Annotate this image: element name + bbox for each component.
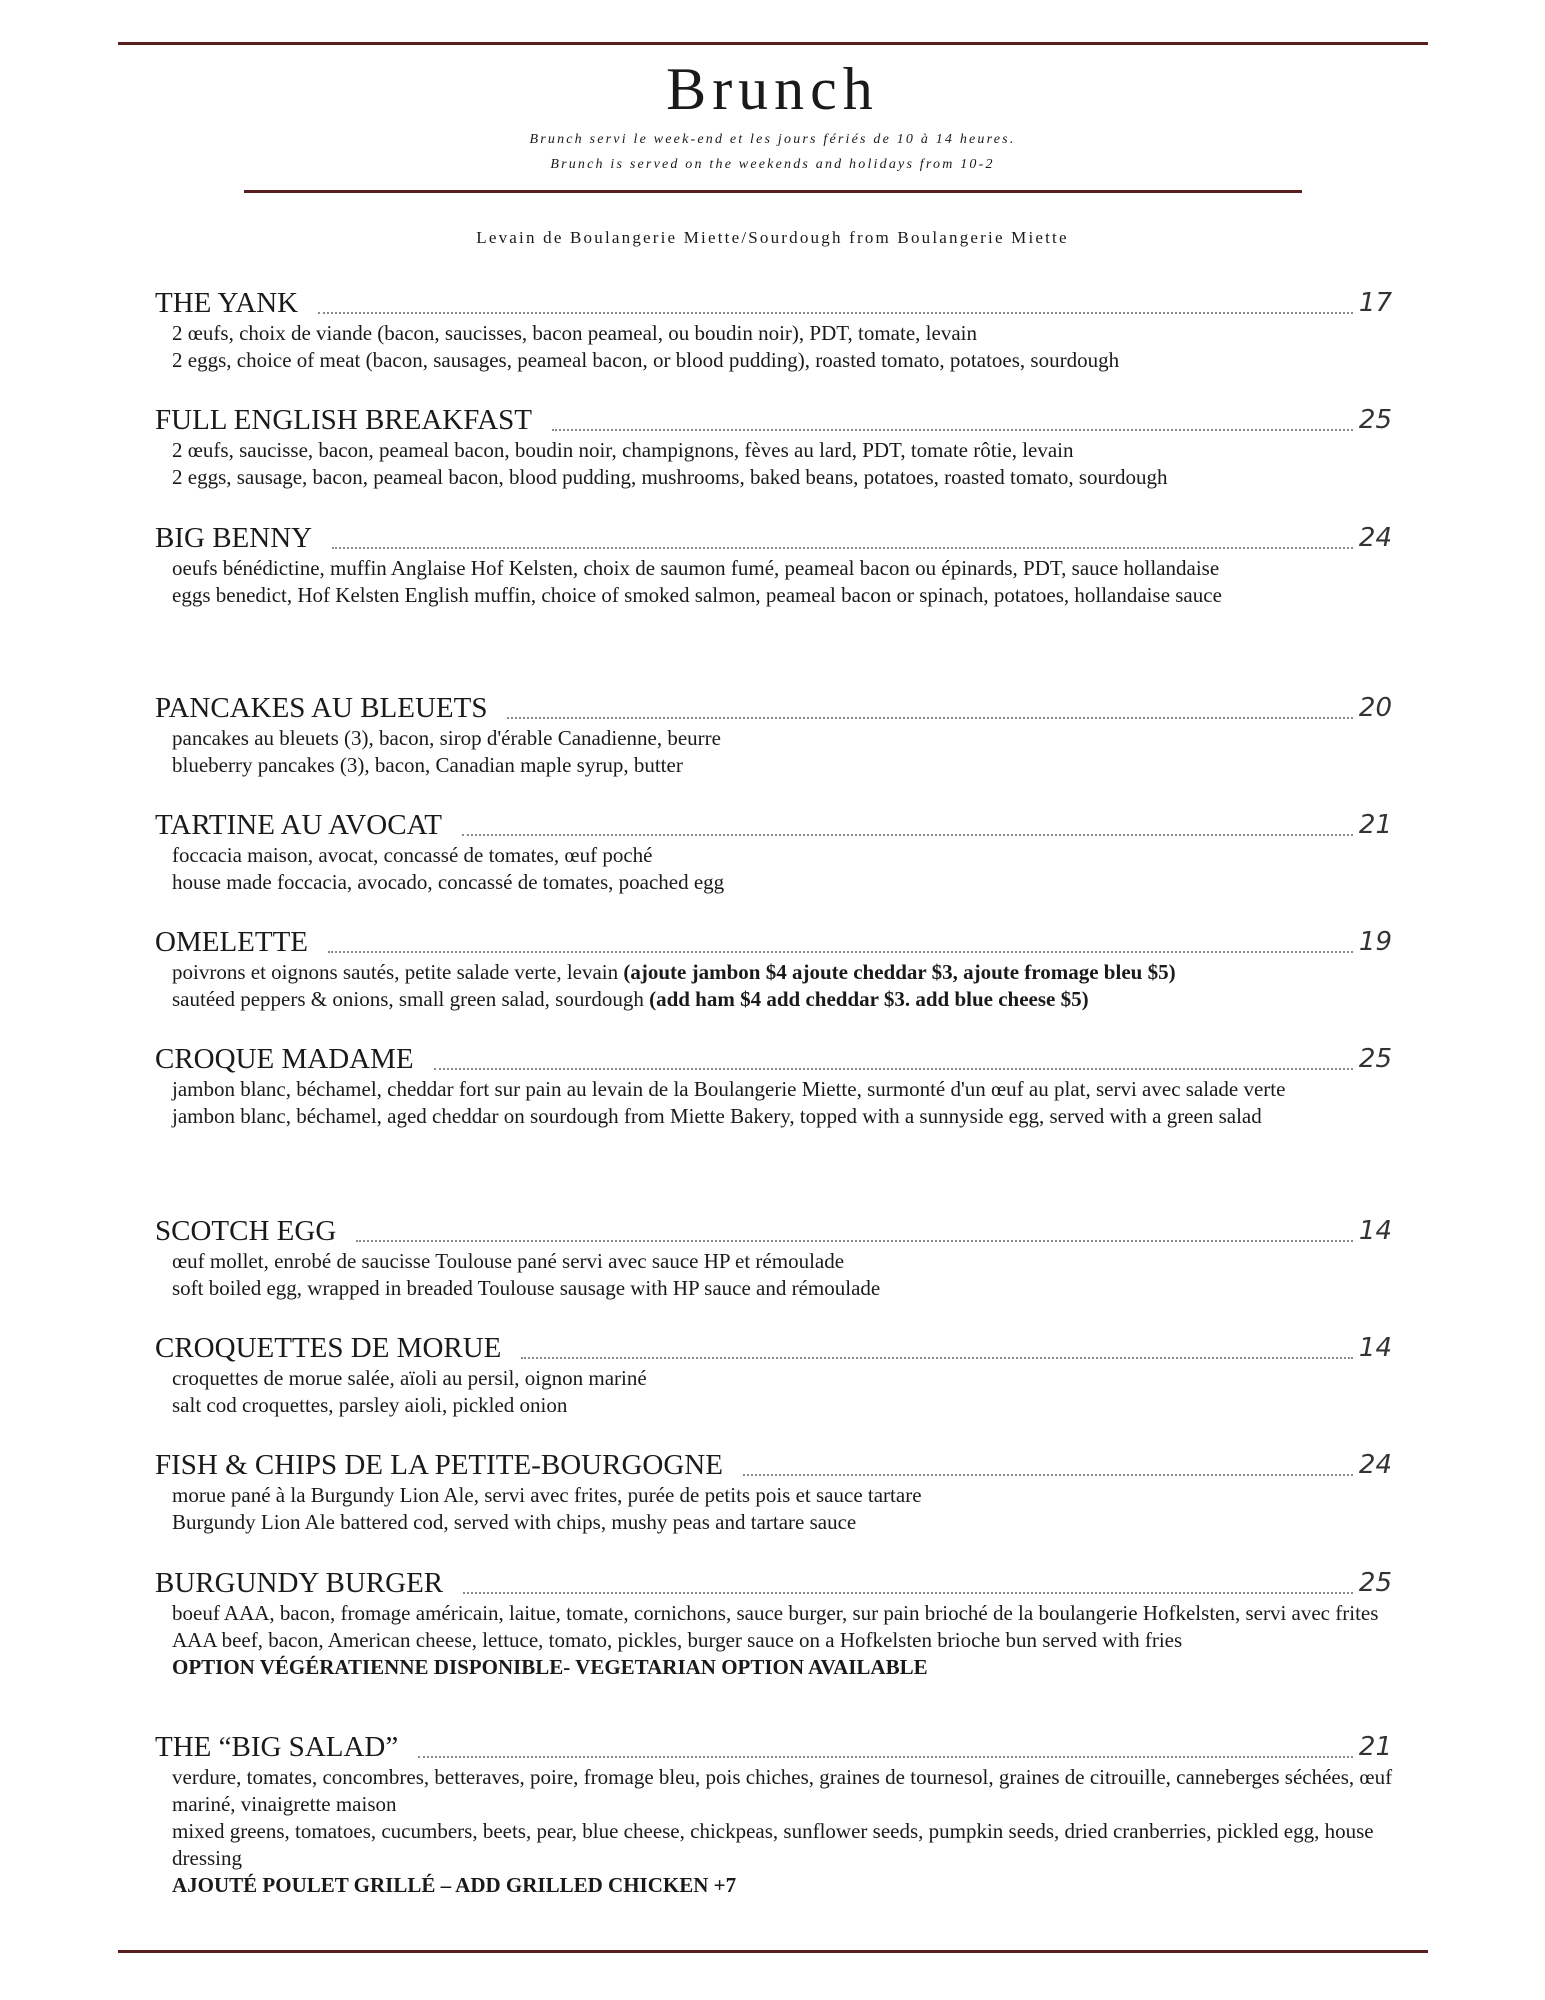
description-text: salt cod croquettes, parsley aioli, pickled onion xyxy=(172,1393,568,1417)
dot-leader xyxy=(462,833,1353,836)
description-line xyxy=(172,1482,1400,1509)
menu-item-description xyxy=(155,1248,1400,1302)
description-line xyxy=(172,1872,1400,1899)
menu-item-name: THE YANK xyxy=(155,287,299,319)
description-text: 2 eggs, choice of meat (bacon, sausages, peameal bacon, or blood pudding), roasted tomato, potatoes, sourdough xyxy=(172,348,1120,372)
menu-item-header xyxy=(155,399,1400,437)
description-text: 2 œufs, choix de viande (bacon, saucisses, bacon peameal, ou boudin noir), PDT, tomate, levain xyxy=(172,321,977,345)
menu-item-description xyxy=(155,1482,1400,1536)
description-line xyxy=(172,959,1400,986)
description-line xyxy=(172,986,1400,1013)
menu-item-name: OMELETTE xyxy=(155,926,309,958)
description-line xyxy=(172,1654,1400,1681)
menu-item-header xyxy=(155,687,1400,725)
description-bold-text: OPTION VÉGÉRATIENNE DISPONIBLE- VEGETARIAN OPTION AVAILABLE xyxy=(172,1655,928,1679)
menu-item-description xyxy=(155,1365,1400,1419)
menu-item-header xyxy=(155,921,1400,959)
menu-item xyxy=(155,399,1400,491)
menu-item-name: SCOTCH EGG xyxy=(155,1215,337,1247)
menu-item-name: FULL ENGLISH BREAKFAST xyxy=(155,404,533,436)
menu-item xyxy=(155,282,1400,374)
description-line xyxy=(172,1600,1400,1627)
menu-item-price: 25 xyxy=(1358,1044,1392,1074)
menu-item-description xyxy=(155,959,1400,1013)
description-line xyxy=(172,725,1400,752)
menu-item-name: CROQUE MADAME xyxy=(155,1043,414,1075)
menu-item-price: 19 xyxy=(1358,927,1392,957)
menu-item-description xyxy=(155,842,1400,896)
description-line xyxy=(172,555,1400,582)
description-text: 2 œufs, saucisse, bacon, peameal bacon, boudin noir, champignons, fèves au lard, PDT, tomate rôtie, levain xyxy=(172,438,1074,462)
menu-item-price: 25 xyxy=(1358,1568,1392,1598)
description-text: house made foccacia, avocado, concassé de tomates, poached egg xyxy=(172,870,725,894)
sourdough-note: Levain de Boulangerie Miette/Sourdough from Boulangerie Miette xyxy=(476,228,1069,247)
menu-item xyxy=(155,1038,1400,1130)
description-bold-text: (ajoute jambon $4 ajoute cheddar $3, ajoute fromage bleu $5) xyxy=(623,960,1176,984)
description-text: jambon blanc, béchamel, cheddar fort sur pain au levain de la Boulangerie Miette, surmonté d'un œuf au plat, servi avec salade verte xyxy=(172,1077,1286,1101)
description-line xyxy=(172,320,1400,347)
description-text: œuf mollet, enrobé de saucisse Toulouse pané servi avec sauce HP et rémoulade xyxy=(172,1249,845,1273)
description-line xyxy=(172,347,1400,374)
description-line xyxy=(172,582,1400,609)
menu-item-header xyxy=(155,1038,1400,1076)
dot-leader xyxy=(743,1473,1353,1476)
menu-item xyxy=(155,1444,1400,1536)
menu-item-price: 25 xyxy=(1358,405,1392,435)
menu-item-description xyxy=(155,437,1400,491)
menu-item-price: 24 xyxy=(1358,523,1392,553)
menu-item-header xyxy=(155,804,1400,842)
description-line xyxy=(172,1365,1400,1392)
description-text: morue pané à la Burgundy Lion Ale, servi avec frites, purée de petits pois et sauce tartare xyxy=(172,1483,922,1507)
page-title: Brunch xyxy=(666,56,879,122)
description-text: verdure, tomates, concombres, betteraves, poire, fromage bleu, pois chiches, graines de tournesol, graines de citrouille, canneberges séchées, œuf mariné, vinaigrette maison xyxy=(172,1765,1393,1816)
description-text: jambon blanc, béchamel, aged cheddar on sourdough from Miette Bakery, topped with a sunnyside egg, served with a green salad xyxy=(172,1104,1262,1128)
description-line xyxy=(172,1248,1400,1275)
description-line xyxy=(172,869,1400,896)
description-line xyxy=(172,1818,1400,1872)
menu-item-name: FISH & CHIPS DE LA PETITE-BOURGOGNE xyxy=(155,1449,723,1481)
dot-leader xyxy=(552,428,1353,431)
header-divider xyxy=(244,190,1302,193)
menu-item-price: 17 xyxy=(1358,288,1392,318)
menu-item-price: 21 xyxy=(1358,810,1392,840)
menu-item-price: 21 xyxy=(1358,1732,1392,1762)
menu-item-price: 14 xyxy=(1358,1333,1392,1363)
description-line xyxy=(172,1509,1400,1536)
dot-leader xyxy=(332,546,1353,549)
top-rule xyxy=(118,42,1428,45)
menu-item-name: BURGUNDY BURGER xyxy=(155,1567,444,1599)
description-text: boeuf AAA, bacon, fromage américain, laitue, tomate, cornichons, sauce burger, sur pain brioché de la boulangerie Hofkelsten, servi avec frites xyxy=(172,1601,1379,1625)
dot-leader xyxy=(328,950,1353,953)
description-text: blueberry pancakes (3), bacon, Canadian maple syrup, butter xyxy=(172,753,683,777)
description-text: poivrons et oignons sautés, petite salade verte, levain xyxy=(172,960,624,984)
description-line xyxy=(172,1764,1400,1818)
description-text: AAA beef, bacon, American cheese, lettuce, tomato, pickles, burger sauce on a Hofkelsten brioche bun served with fries xyxy=(172,1628,1183,1652)
menu-item-price: 14 xyxy=(1358,1216,1392,1246)
menu-item-description xyxy=(155,320,1400,374)
menu-item-name: TARTINE AU AVOCAT xyxy=(155,809,443,841)
description-text: sautéed peppers & onions, small green salad, sourdough xyxy=(172,987,650,1011)
menu-item xyxy=(155,1210,1400,1302)
menu-item-name: CROQUETTES DE MORUE xyxy=(155,1332,502,1364)
description-bold-text: (add ham $4 add cheddar $3. add blue cheese $5) xyxy=(649,987,1089,1011)
bottom-rule xyxy=(118,1950,1428,1953)
menu-item-description xyxy=(155,725,1400,779)
menu-item-description xyxy=(155,1600,1400,1681)
menu-item-price: 24 xyxy=(1358,1450,1392,1480)
description-line xyxy=(172,1275,1400,1302)
menu-item xyxy=(155,1562,1400,1681)
menu-item xyxy=(155,1327,1400,1419)
description-line xyxy=(172,1627,1400,1654)
menu-item xyxy=(155,921,1400,1013)
description-line xyxy=(172,842,1400,869)
menu-item-description xyxy=(155,555,1400,609)
description-line xyxy=(172,1392,1400,1419)
description-line xyxy=(172,1103,1400,1130)
menu-item-header xyxy=(155,1726,1400,1764)
description-text: oeufs bénédictine, muffin Anglaise Hof Kelsten, choix de saumon fumé, peameal bacon ou épinards, PDT, sauce hollandaise xyxy=(172,556,1220,580)
dot-leader xyxy=(418,1755,1353,1758)
description-text: croquettes de morue salée, aïoli au persil, oignon mariné xyxy=(172,1366,647,1390)
menu-item-header xyxy=(155,1444,1400,1482)
menu-item xyxy=(155,687,1400,779)
menu-item-description xyxy=(155,1764,1400,1899)
description-line xyxy=(172,464,1400,491)
menu-item xyxy=(155,517,1400,609)
menu-item-name: THE “BIG SALAD” xyxy=(155,1731,399,1763)
menu-item-name: BIG BENNY xyxy=(155,522,313,554)
dot-leader xyxy=(434,1067,1353,1070)
description-line xyxy=(172,1076,1400,1103)
description-line xyxy=(172,437,1400,464)
menu-item xyxy=(155,1726,1400,1899)
description-line xyxy=(172,752,1400,779)
dot-leader xyxy=(463,1591,1353,1594)
menu-item-name: PANCAKES AU BLEUETS xyxy=(155,692,488,724)
description-bold-text: AJOUTÉ POULET GRILLÉ – ADD GRILLED CHICKEN +7 xyxy=(172,1873,737,1897)
description-text: pancakes au bleuets (3), bacon, sirop d'érable Canadienne, beurre xyxy=(172,726,721,750)
subtitle-french: Brunch servi le week-end et les jours fériés de 10 à 14 heures. xyxy=(529,132,1016,147)
description-text: soft boiled egg, wrapped in breaded Toulouse sausage with HP sauce and rémoulade xyxy=(172,1276,881,1300)
dot-leader xyxy=(318,311,1353,314)
menu-item xyxy=(155,804,1400,896)
description-text: Burgundy Lion Ale battered cod, served with chips, mushy peas and tartare sauce xyxy=(172,1510,857,1534)
description-text: foccacia maison, avocat, concassé de tomates, œuf poché xyxy=(172,843,653,867)
menu-item-header xyxy=(155,1210,1400,1248)
menu-item-description xyxy=(155,1076,1400,1130)
dot-leader xyxy=(521,1356,1353,1359)
menu-item-header xyxy=(155,517,1400,555)
menu-item-header xyxy=(155,1562,1400,1600)
description-text: eggs benedict, Hof Kelsten English muffin, choice of smoked salmon, peameal bacon or spinach, potatoes, hollandaise sauce xyxy=(172,583,1222,607)
menu-item-header xyxy=(155,1327,1400,1365)
menu-item-price: 20 xyxy=(1358,693,1392,723)
menu-item-header xyxy=(155,282,1400,320)
description-text: 2 eggs, sausage, bacon, peameal bacon, blood pudding, mushrooms, baked beans, potatoes, roasted tomato, sourdough xyxy=(172,465,1168,489)
subtitle-english: Brunch is served on the weekends and holidays from 10-2 xyxy=(550,157,995,172)
dot-leader xyxy=(507,716,1352,719)
dot-leader xyxy=(356,1239,1353,1242)
description-text: mixed greens, tomatoes, cucumbers, beets, pear, blue cheese, chickpeas, sunflower seeds, pumpkin seeds, dried cranberries, pickled egg, house dressing xyxy=(172,1819,1374,1870)
